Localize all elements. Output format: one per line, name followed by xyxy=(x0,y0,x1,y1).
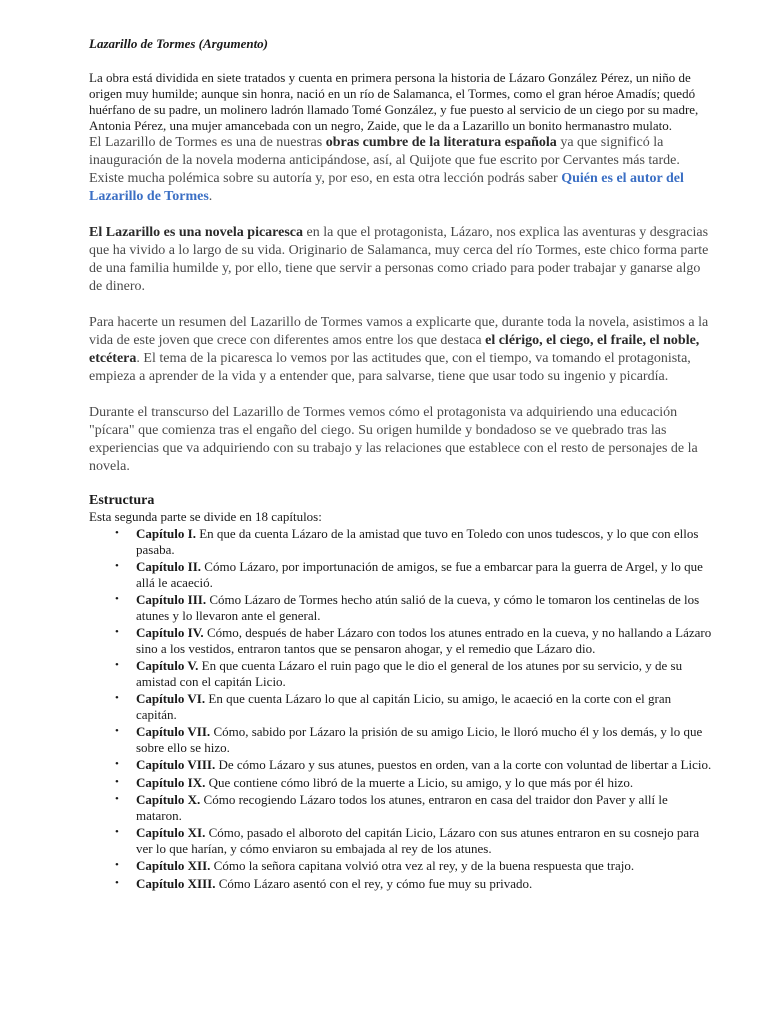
p1-text-c: ya que significó la inauguración de la novela moderna anticipándose, así, al Quijote que fue escrito por Cervantes más tarde. Existe mucha polémica sobre su autoría y, por eso, en esta otra lección podrás saber xyxy=(89,135,680,186)
bullet-icon: • xyxy=(115,593,119,605)
list-item xyxy=(89,876,713,892)
list-item xyxy=(89,559,713,590)
chapter-text: Cómo recogiendo Lázaro todos los atunes, entraron en casa del traidor don Paver y allí le mataron. xyxy=(136,792,668,823)
chapter-text: Cómo, pasado el alboroto del capitán Licio, Lázaro con sus atunes entraron en su cosnejo para ver lo que harían, y cómo enviaron su embajada al rey de los atunes. xyxy=(136,825,700,856)
section-intro: Esta segunda parte se divide en 18 capítulos: xyxy=(89,509,322,524)
chapter-label: Capítulo I. xyxy=(136,526,196,541)
bullet-icon: • xyxy=(115,876,119,889)
bullet-icon: • xyxy=(115,659,119,671)
chapter-label: Capítulo VIII. xyxy=(136,757,216,772)
list-item xyxy=(89,691,713,722)
chapter-label: Capítulo IX. xyxy=(136,774,206,790)
paragraph-resumen xyxy=(89,314,713,386)
list-item xyxy=(89,592,713,623)
chapter-label: Capítulo X. xyxy=(136,792,201,807)
chapter-text: Que contiene cómo libró de la muerte a Licio, su amigo, y lo que más por él hizo. xyxy=(205,774,634,790)
intro-paragraph: La obra está dividida en siete tratados y cuenta en primera persona la historia de Lázaro González Pérez, un niño de origen muy humilde; aunque sin honra, nació en un río de Salamanca, el Tormes, como el gran héroe Amadís; quedó huérfano de su padre, un molinero ladrón llamado Tomé González, y fue puesto al servicio de un ciego por su madre, Antonia Pérez, una mujer amancebada con un negro, Zaide, que le da a Lazarillo un bonito hermanastro mulato. xyxy=(89,70,699,133)
bullet-icon: • xyxy=(115,725,119,737)
document-title: Lazarillo de Tormes (Argumento) xyxy=(89,36,269,51)
list-item xyxy=(89,775,713,791)
chapter-list xyxy=(89,526,713,891)
chapter-text: Cómo la señora capitana volvió otra vez al rey, y de la buena respuesta que trajo. xyxy=(210,858,635,873)
chapter-text: Cómo Lázaro de Tormes hecho atún salió de la cueva, y cómo le tomaron los centinelas de los atunes y lo llevaron ante el general. xyxy=(136,592,700,623)
chapter-label: Capítulo XI. xyxy=(136,825,206,840)
document-page xyxy=(89,36,713,893)
bullet-icon: • xyxy=(115,692,119,704)
chapter-text: Cómo Lázaro asentó con el rey, y cómo fue muy su privado. xyxy=(215,875,533,891)
chapter-text: Cómo, después de haber Lázaro con todos los atunes entrado en la cueva, y no hallando a Lázaro sino a los vestidos, entraron tantos que se pensaron ahogar, y el remedio que Lázaro dio. xyxy=(136,625,712,656)
chapter-label: Capítulo III. xyxy=(136,592,207,607)
bullet-icon: • xyxy=(115,560,119,572)
autor-link[interactable]: Quién es el autor del Lazarillo de Tormes xyxy=(89,171,684,204)
list-item xyxy=(89,825,713,856)
chapter-text: Cómo, sabido por Lázaro la prisión de su amigo Licio, le lloró mucho él y los demás, y lo que sobre ello se hizo. xyxy=(136,724,703,755)
chapter-label: Capítulo VI. xyxy=(136,691,206,706)
chapter-text: En que cuenta Lázaro el ruin pago que le dio el general de los atunes por su servicio, y de su amistad con el capitán Licio. xyxy=(136,658,683,689)
chapter-label: Capítulo II. xyxy=(136,559,202,574)
chapter-label: Capítulo XII. xyxy=(136,858,211,873)
p3-bold: el clérigo, el ciego, el fraile, el noble, etcétera xyxy=(89,333,700,366)
chapter-label: Capítulo IV. xyxy=(136,625,204,640)
p1-text-a: El Lazarillo de Tormes es una de nuestras xyxy=(89,135,326,150)
chapter-label: Capítulo XIII. xyxy=(136,875,216,891)
list-item xyxy=(89,625,713,656)
bullet-icon: • xyxy=(115,527,119,539)
bullet-icon: • xyxy=(115,826,119,838)
bullet-icon: • xyxy=(115,793,119,805)
bullet-icon: • xyxy=(115,775,119,788)
paragraph-obra-cumbre xyxy=(89,134,713,206)
bullet-icon: • xyxy=(115,859,119,871)
p2-text-c: en la que el protagonista, Lázaro, nos explica las aventuras y desgracias que ha vivido a lo largo de su vida. Originario de Salamanca, muy cerca del río Tormes, este chico forma parte de una familia humilde y, por ello, tiene que servir a personas como criado para poder trabajar y ganarse algo de dinero. xyxy=(89,225,709,294)
bullet-icon: • xyxy=(115,626,119,638)
chapter-label: Capítulo V. xyxy=(136,658,199,673)
chapter-text: En que cuenta Lázaro lo que al capitán Licio, su amigo, le acaeció en la corte con el gran capitán. xyxy=(136,691,672,722)
p3-text-c: . El tema de la picaresca lo vemos por las actitudes que, con el tiempo, va tomando el protagonista, empieza a aprender de la vida y a entender que, para salvarse, tiene que usar todo su ingenio y picardía. xyxy=(89,351,691,384)
list-item xyxy=(89,757,713,773)
bullet-icon: • xyxy=(115,758,119,770)
chapter-text: En que da cuenta Lázaro de la amistad que tuvo en Toledo con unos tudescos, y lo que con ellos pasaba. xyxy=(136,526,699,557)
list-item xyxy=(89,658,713,689)
chapter-text: De cómo Lázaro y sus atunes, puestos en orden, van a la corte con voluntad de libertar a Licio. xyxy=(215,757,712,772)
list-item xyxy=(89,792,713,823)
p2-bold: El Lazarillo es una novela picaresca xyxy=(89,225,304,240)
list-item xyxy=(89,858,713,874)
chapter-label: Capítulo VII. xyxy=(136,724,211,739)
p1-text-d: . xyxy=(208,189,213,204)
list-item xyxy=(89,724,713,755)
paragraph-transcurso: Durante el transcurso del Lazarillo de Tormes vemos cómo el protagonista va adquiriendo una educación "pícara" que comienza tras el engaño del ciego. Su origen humilde y bondadoso se ve quebrado tras las experiencias que va adquiriendo con su trabajo y las relaciones que establece con el resto de personajes de la novela. xyxy=(89,405,698,474)
paragraph-novela-picaresca xyxy=(89,224,713,296)
p1-bold: obras cumbre de la literatura española xyxy=(325,135,557,150)
section-heading-estructura: Estructura xyxy=(89,493,155,508)
p3-text-a: Para hacerte un resumen del Lazarillo de Tormes vamos a explicarte que, durante toda la novela, asistimos a la vida de este joven que crece con diferentes amos entre los que destaca xyxy=(89,315,709,348)
list-item xyxy=(89,526,713,557)
chapter-text: Cómo Lázaro, por importunación de amigos, se fue a embarcar para la guerra de Argel, y lo que allá le acaeció. xyxy=(136,559,703,590)
